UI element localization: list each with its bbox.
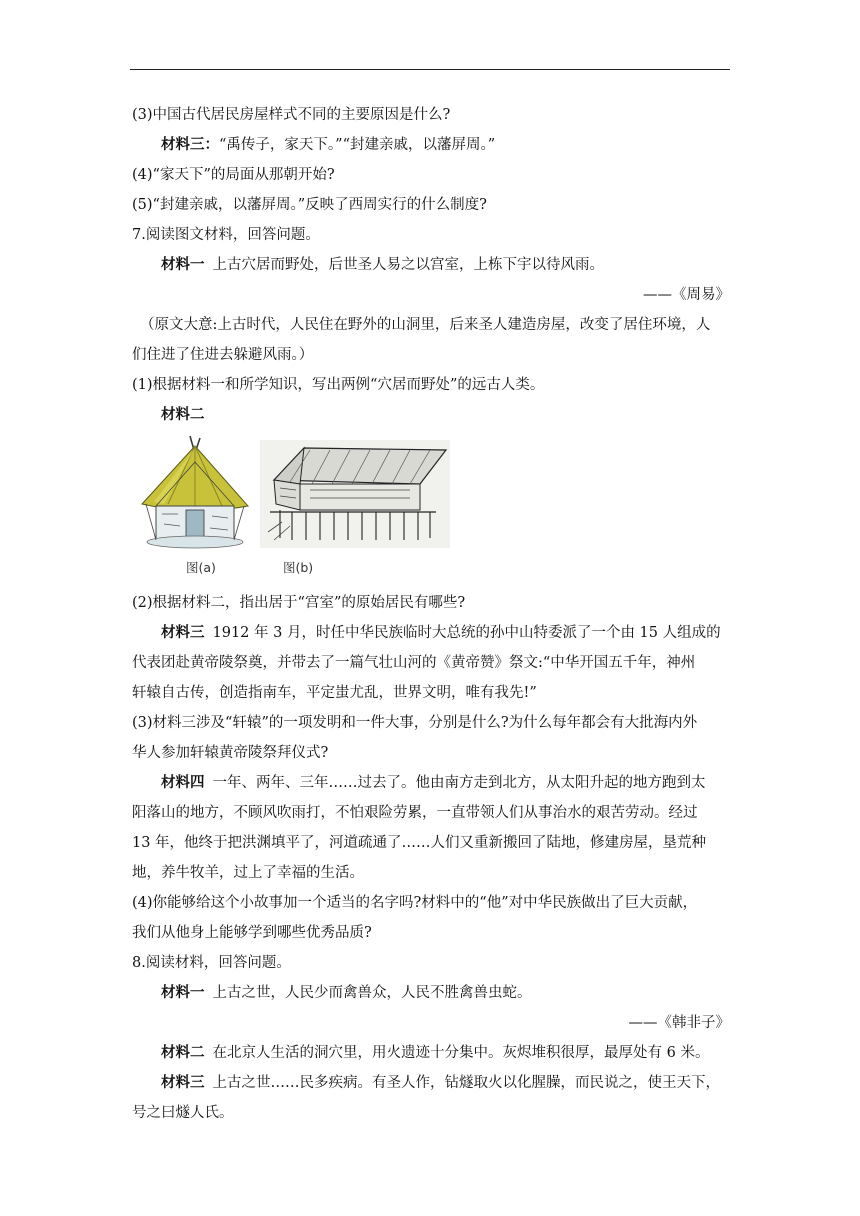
question-7-4-line-2: 我们从他身上能够学到哪些优秀品质? (132, 925, 372, 941)
q7-material-1 (132, 250, 730, 280)
material-label: 材料三 (161, 624, 205, 641)
q7-material-4-line-2: 阳落山的地方，不顾风吹雨打，不怕艰险劳累，一直带领人们从事治水的艰苦劳动。经过 (132, 805, 698, 821)
question-7-3-line-2: 华人参加轩辕黄帝陵祭拜仪式? (132, 745, 329, 761)
q7-material-4-line-1 (132, 768, 730, 798)
question-7-2: (2)根据材料二，指出居于“宫室”的原始居民有哪些? (132, 595, 466, 611)
figure-b-stilt-house-image (260, 440, 450, 548)
material-label: 材料二 (161, 406, 205, 423)
material-label: 材料三 (161, 1074, 205, 1091)
question-7-3-line-1: (3)材料三涉及“轩辕”的一项发明和一件大事，分别是什么?为什么每年都会有大批海内外 (132, 715, 698, 731)
question-6-5: (5)“封建亲戚，以藩屏周。”反映了西周实行的什么制度? (132, 197, 487, 213)
q8-material-1 (132, 978, 730, 1008)
question-7-1: (1)根据材料一和所学知识，写出两例“穴居而野处”的远古人类。 (132, 377, 545, 393)
q7-material-3-line-1 (132, 618, 730, 648)
material-text: 1912 年 3 月，时任中华民族临时大总统的孙中山特委派了一个由 15 人组成的 (212, 625, 721, 641)
q7-material-3-line-3: 轩辕自古传，创造指南车，平定蚩尤乱，世界文明，唯有我先!” (132, 685, 537, 701)
q7-material-4-line-3: 13 年，他终于把洪渊填平了，河道疏通了……人们又重新搬回了陆地，修建房屋，垦荒种 (132, 835, 707, 851)
material-text: “禹传子，家天下。”“封建亲戚，以藩屏周。” (219, 137, 496, 153)
header-rule (130, 69, 730, 70)
q7-material-2-label (132, 400, 730, 430)
figure-b-caption: 图(b) (283, 560, 314, 575)
q7-note-line-2: 们住进了住进去躲避风雨。） (132, 347, 314, 363)
q8-material-3-line-2: 号之曰燧人氏。 (132, 1105, 234, 1121)
material-text: 上古穴居而野处，后世圣人易之以宫室，上栋下宇以待风雨。 (212, 257, 604, 273)
question-7-title: 7.阅读图文材料，回答问题。 (132, 227, 320, 243)
material-label: 材料一 (161, 256, 205, 273)
q8-material-2 (132, 1038, 730, 1068)
material-2-figures (132, 430, 730, 588)
material-3-line (132, 130, 730, 160)
material-label: 材料一 (161, 984, 205, 1001)
material-text: 一年、两年、三年……过去了。他由南方走到北方，从太阳升起的地方跑到太 (212, 775, 706, 791)
question-8-title: 8.阅读材料，回答问题。 (132, 955, 291, 971)
figure-a-caption: 图(a) (186, 560, 216, 575)
material-text: 在北京人生活的洞穴里，用火遗迹十分集中。灰烬堆积很厚，最厚处有 6 米。 (212, 1045, 710, 1061)
material-label: 材料二 (161, 1044, 205, 1061)
material-text: 上古之世，人民少而禽兽众，人民不胜禽兽虫蛇。 (212, 985, 532, 1001)
question-7-4-line-1: (4)你能够给这个小故事加一个适当的名字吗?材料中的“他”对中华民族做出了巨大贡献， (132, 895, 698, 911)
figure-a-round-hut-image (138, 434, 250, 552)
document-page (132, 100, 730, 1128)
material-label: 材料四 (161, 774, 205, 791)
material-label: 材料三： (161, 136, 219, 153)
q7-material-3-line-2: 代表团赴黄帝陵祭奠，并带去了一篇气壮山河的《黄帝赞》祭文:“中华开国五千年，神州 (132, 655, 696, 671)
q8-material-3-line-1 (132, 1068, 730, 1098)
question-6-4: (4)“家天下”的局面从那朝开始? (132, 167, 335, 183)
q7-material-4-line-4: 地，养牛牧羊，过上了幸福的生活。 (132, 865, 364, 881)
q8-material-1-source: ——《韩非子》 (628, 1015, 730, 1031)
material-text: 上古之世……民多疾病。有圣人作，钻燧取火以化腥臊，而民说之，使王天下， (212, 1075, 720, 1091)
q7-note-line-1: （原文大意:上古时代，人民住在野外的山洞里，后来圣人建造房屋，改变了居住环境，人 (140, 317, 711, 333)
q7-material-1-source: ——《周易》 (643, 287, 730, 303)
question-6-3: (3)中国古代居民房屋样式不同的主要原因是什么? (132, 107, 451, 123)
